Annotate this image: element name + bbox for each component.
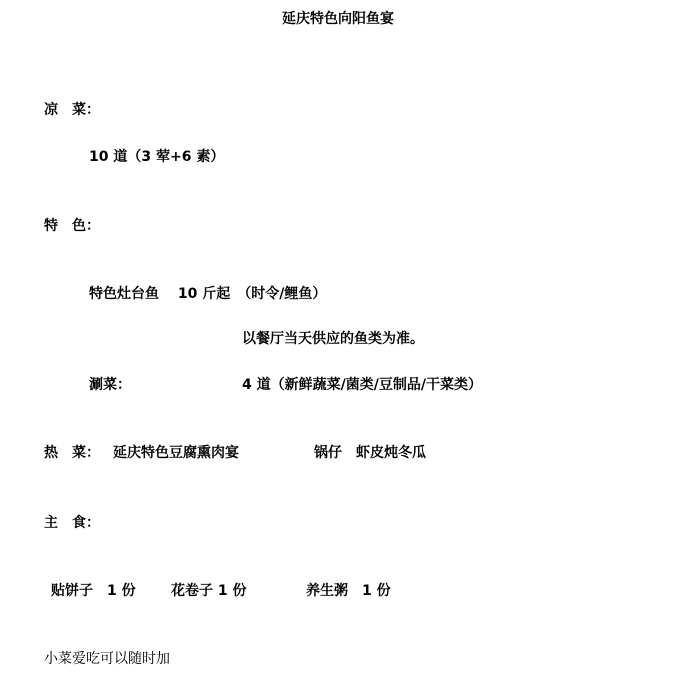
- specialty-fish: 特色灶台鱼 10 斤起 （时令/鲤鱼）: [89, 286, 327, 302]
- menu-title: 延庆特色向阳鱼宴: [282, 11, 394, 27]
- shabu-label: 涮菜：: [89, 377, 131, 393]
- staple-item-1: 贴饼子 1 份: [51, 583, 136, 599]
- hot-dishes-item-2: 锅仔 虾皮炖冬瓜: [314, 445, 426, 461]
- staple-item-2: 花卷子 1 份: [171, 583, 247, 599]
- hot-dishes-item-1: 延庆特色豆腐熏肉宴: [113, 445, 239, 461]
- cold-dishes-label: 凉 菜：: [44, 102, 100, 118]
- hot-dishes-label: 热 菜：: [44, 445, 100, 461]
- staple-label: 主 食：: [44, 515, 100, 531]
- specialty-fish-note: 以餐厅当天供应的鱼类为准。: [242, 331, 424, 347]
- cold-dishes-detail: 10 道（3 荤+6 素）: [89, 149, 225, 165]
- staple-item-3: 养生粥 1 份: [306, 583, 391, 599]
- shabu-detail: 4 道（新鲜蔬菜/菌类/豆制品/干菜类）: [242, 377, 482, 393]
- footer-note: 小菜爱吃可以随时加: [44, 651, 170, 667]
- specialty-label: 特 色：: [44, 218, 100, 234]
